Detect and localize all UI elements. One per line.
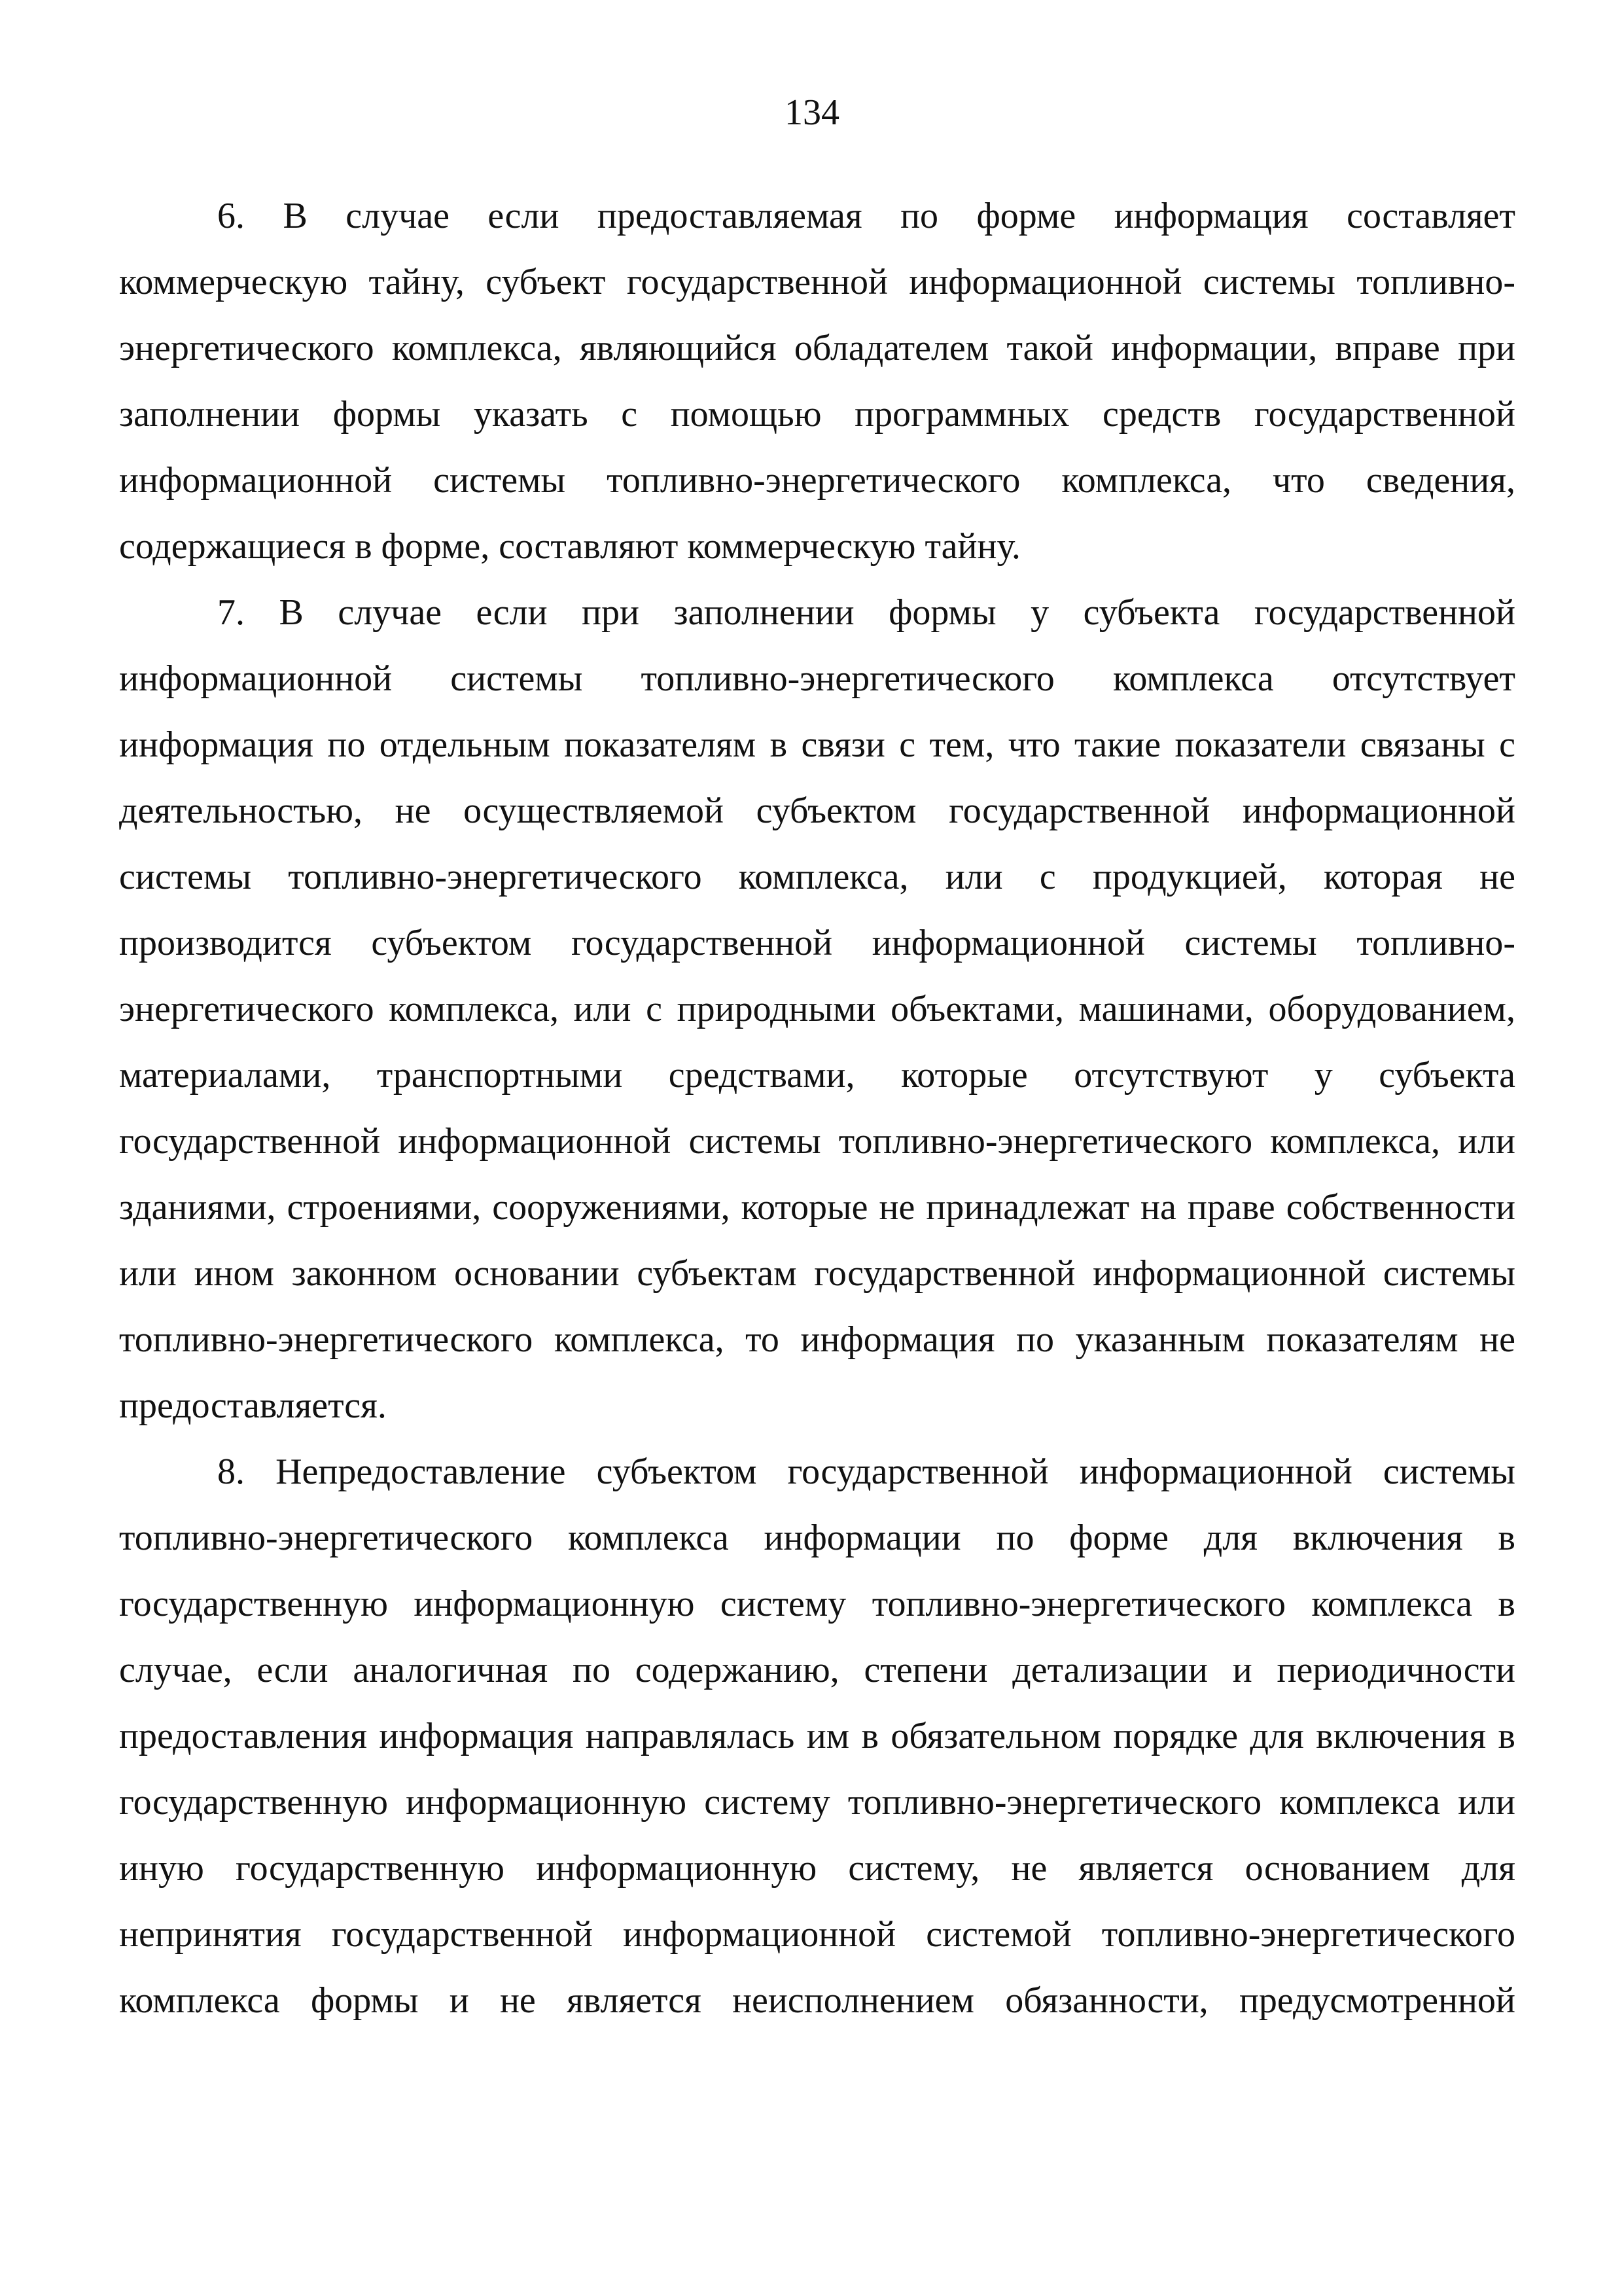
paragraph-8: 8. Непредоставление субъектом государственной информационной системы топливно-энергетического комплекса информации по форме для включения в государственную информационную систему топливно-энергетического комплекса в случае, если аналогичная по содержанию, степени детализации и периодичности предоставления информация направлялась им в обязательном порядке для включения в государственную информационную систему топливно-энергетического комплекса или иную государственную информационную систему, не является основанием для непринятия государственной информационной системой топливно-энергетического комплекса формы и не является неисполнением обязанности, предусмотренной xyxy=(119,1451,1515,2021)
paragraph-6: 6. В случае если предоставляемая по форме информация составляет коммерческую тайну, субъект государственной информационной системы топливно-энергетического комплекса, являющийся обладателем такой информации, вправе при заполнении формы указать с помощью программных средств государственной информационной системы топливно-энергетического комплекса, что сведения, содержащиеся в форме, составляют коммерческую тайну. xyxy=(119,196,1515,567)
page-number: 134 xyxy=(785,92,839,133)
document-body xyxy=(119,183,1515,2034)
paragraph-7: 7. В случае если при заполнении формы у субъекта государственной информационной системы топливно-энергетического комплекса отсутствует информация по отдельным показателям в связи с тем, что такие показатели связаны с деятельностью, не осуществляемой субъектом государственной информационной системы топливно-энергетического комплекса, или с продукцией, которая не производится субъектом государственной информационной системы топливно-энергетического комплекса, или с природными объектами, машинами, оборудованием, материалами, транспортными средствами, которые отсутствуют у субъекта государственной информационной системы топливно-энергетического комплекса, или зданиями, строениями, сооружениями, которые не принадлежат на праве собственности или ином законном основании субъектам государственной информационной системы топливно-энергетического комплекса, то информация по указанным показателям не предоставляется. xyxy=(119,592,1515,1426)
